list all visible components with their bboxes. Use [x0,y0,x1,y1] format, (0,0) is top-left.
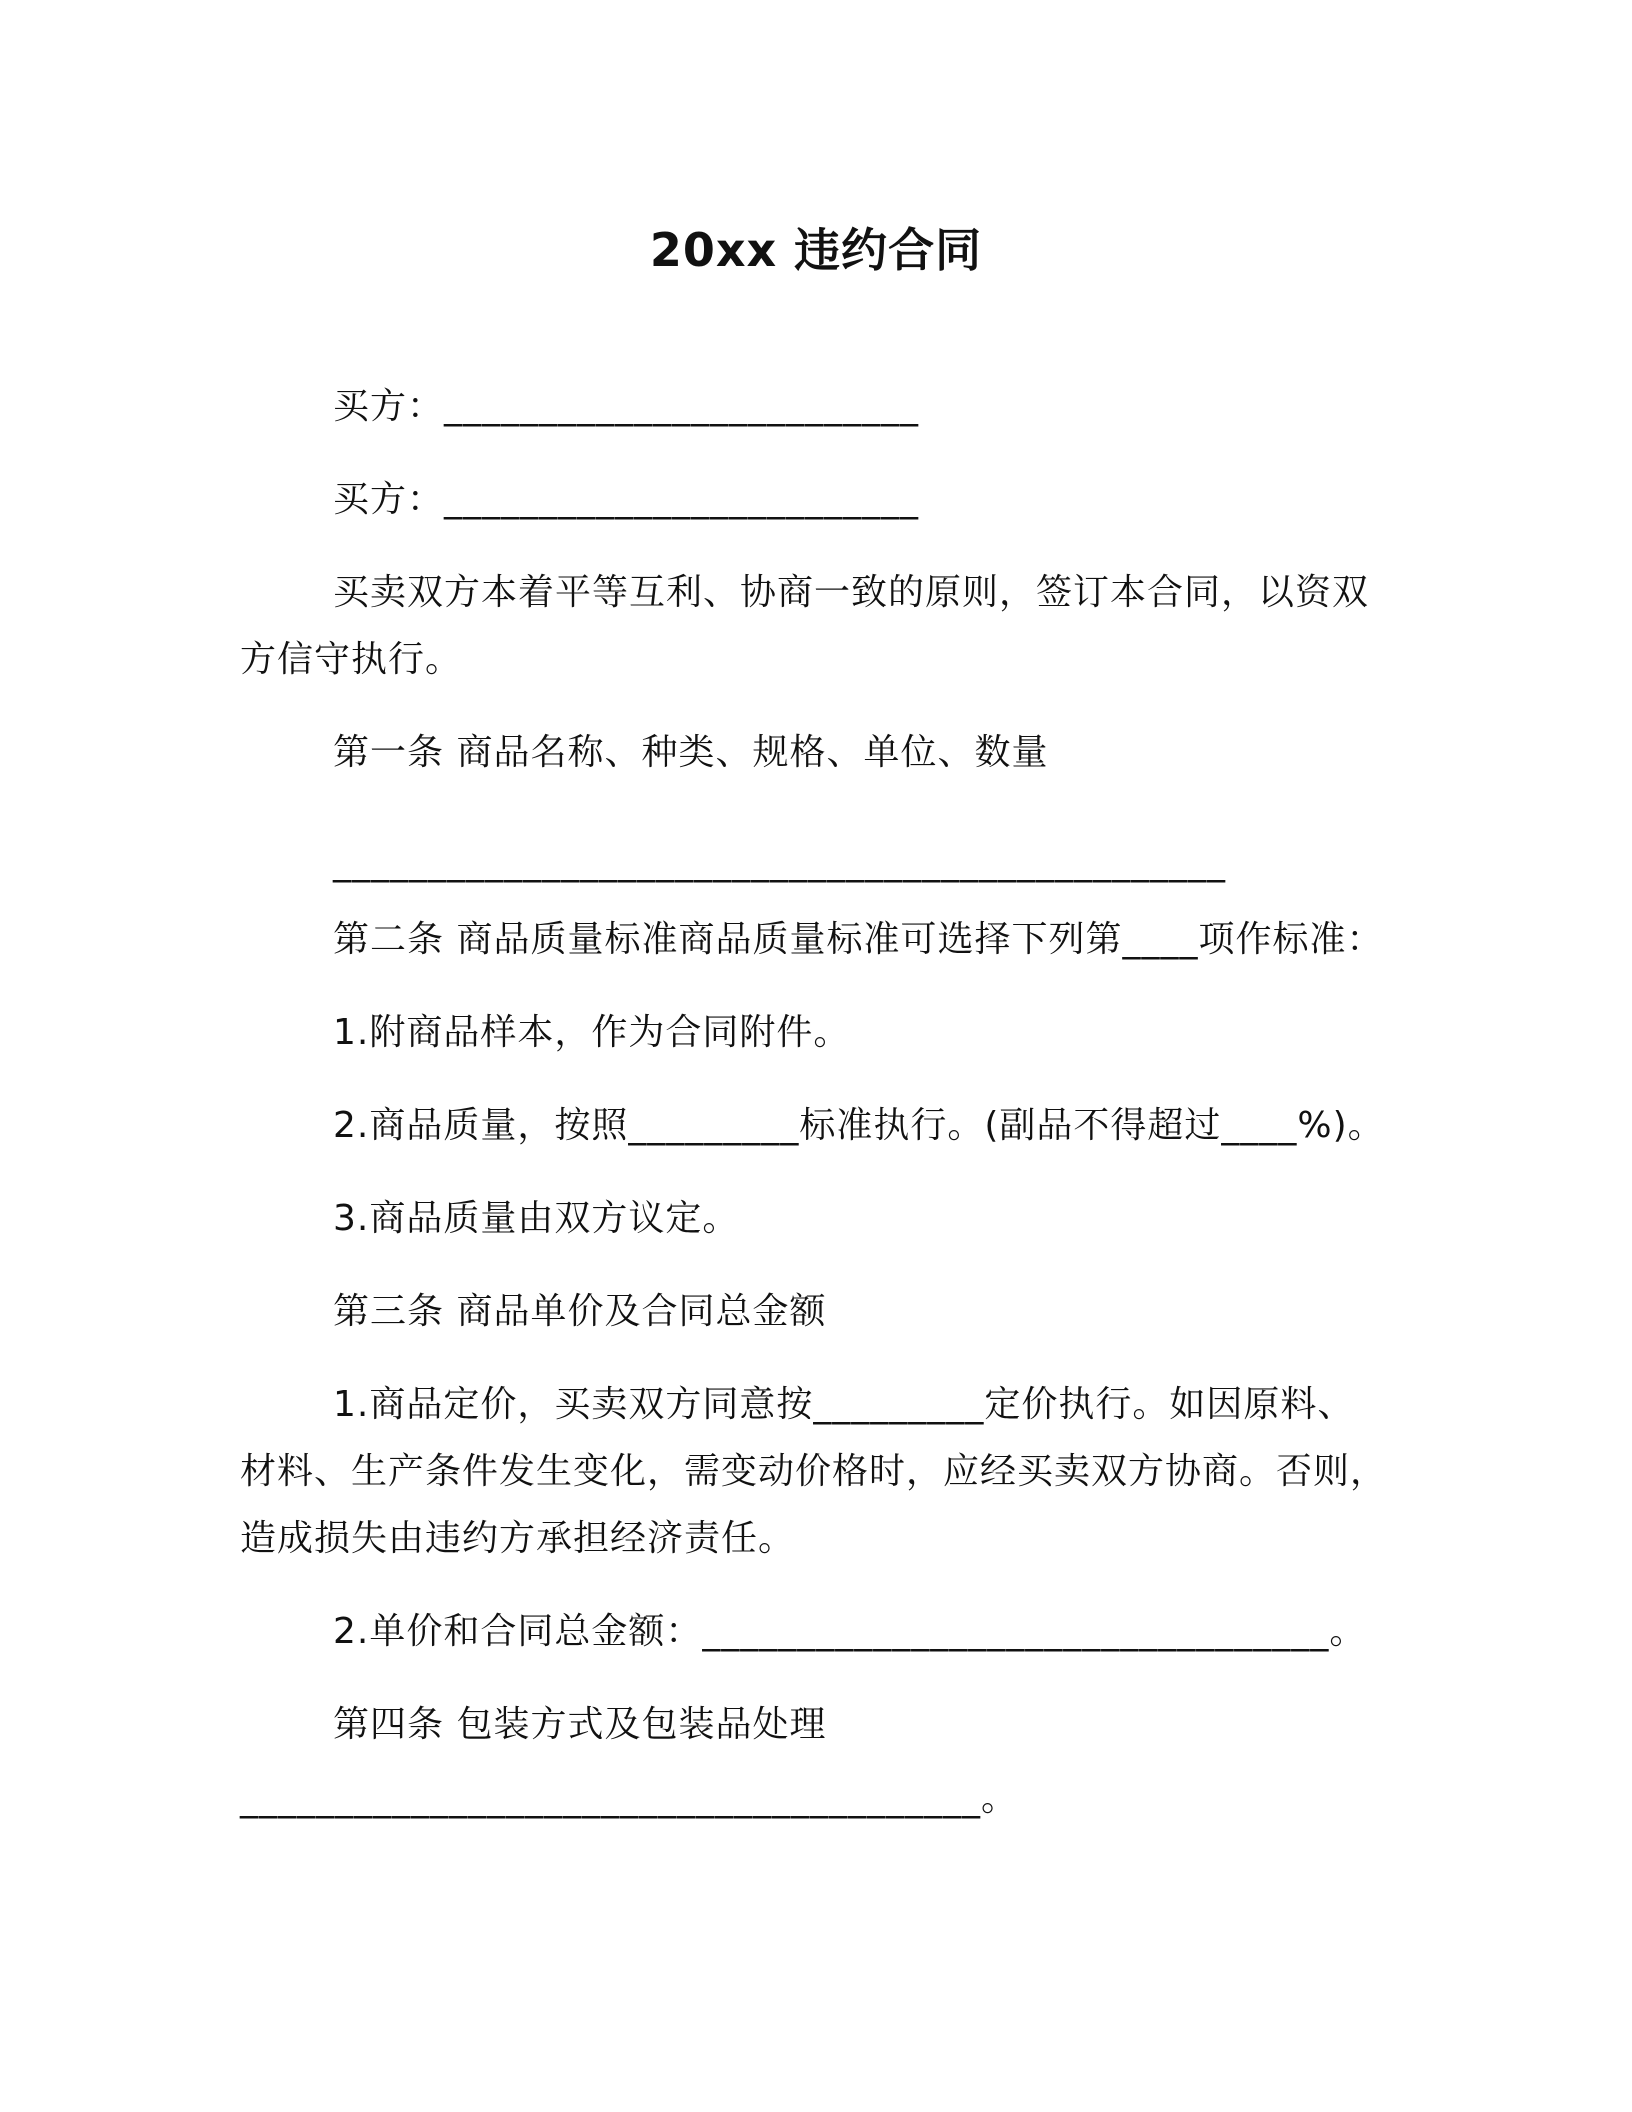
article-3-item-2: 2.单价和合同总金额：_________________________________。 [333,1611,1367,1652]
article-4-heading: 第四条 包装方式及包装品处理 [333,1704,827,1745]
article-3-heading: 第三条 商品单价及合同总金额 [333,1291,827,1332]
article-4-blank: _______________________________________。 [240,1778,1018,1819]
article-3-item-1-line-3: 造成损失由违约方承担经济责任。 [240,1518,796,1559]
article-3-item-1-line-1: 1.商品定价，买卖双方同意按_________定价执行。如因原料、 [333,1384,1355,1425]
article-1-heading: 第一条 商品名称、种类、规格、单位、数量 [333,732,1049,773]
intro-paragraph-line-1: 买卖双方本着平等互利、协商一致的原则，签订本合同，以资双 [333,572,1370,613]
article-2-item-1: 1.附商品样本，作为合同附件。 [333,1012,851,1053]
article-1-blank: _______________________________________________ [333,842,1226,883]
article-2-item-3: 3.商品质量由双方议定。 [333,1198,740,1239]
buyer-line-1: 买方：_________________________ [333,386,920,427]
article-2-item-2: 2.商品质量，按照_________标准执行。(副品不得超过____%)。 [333,1105,1385,1146]
document-title: 20xx 违约合同 [649,223,983,277]
article-2-heading: 第二条 商品质量标准商品质量标准可选择下列第____项作标准： [333,919,1384,960]
intro-paragraph-line-2: 方信守执行。 [240,639,463,680]
article-3-item-1-line-2: 材料、生产条件发生变化，需变动价格时，应经买卖双方协商。否则， [240,1451,1388,1492]
buyer-line-2: 买方：_________________________ [333,479,920,520]
